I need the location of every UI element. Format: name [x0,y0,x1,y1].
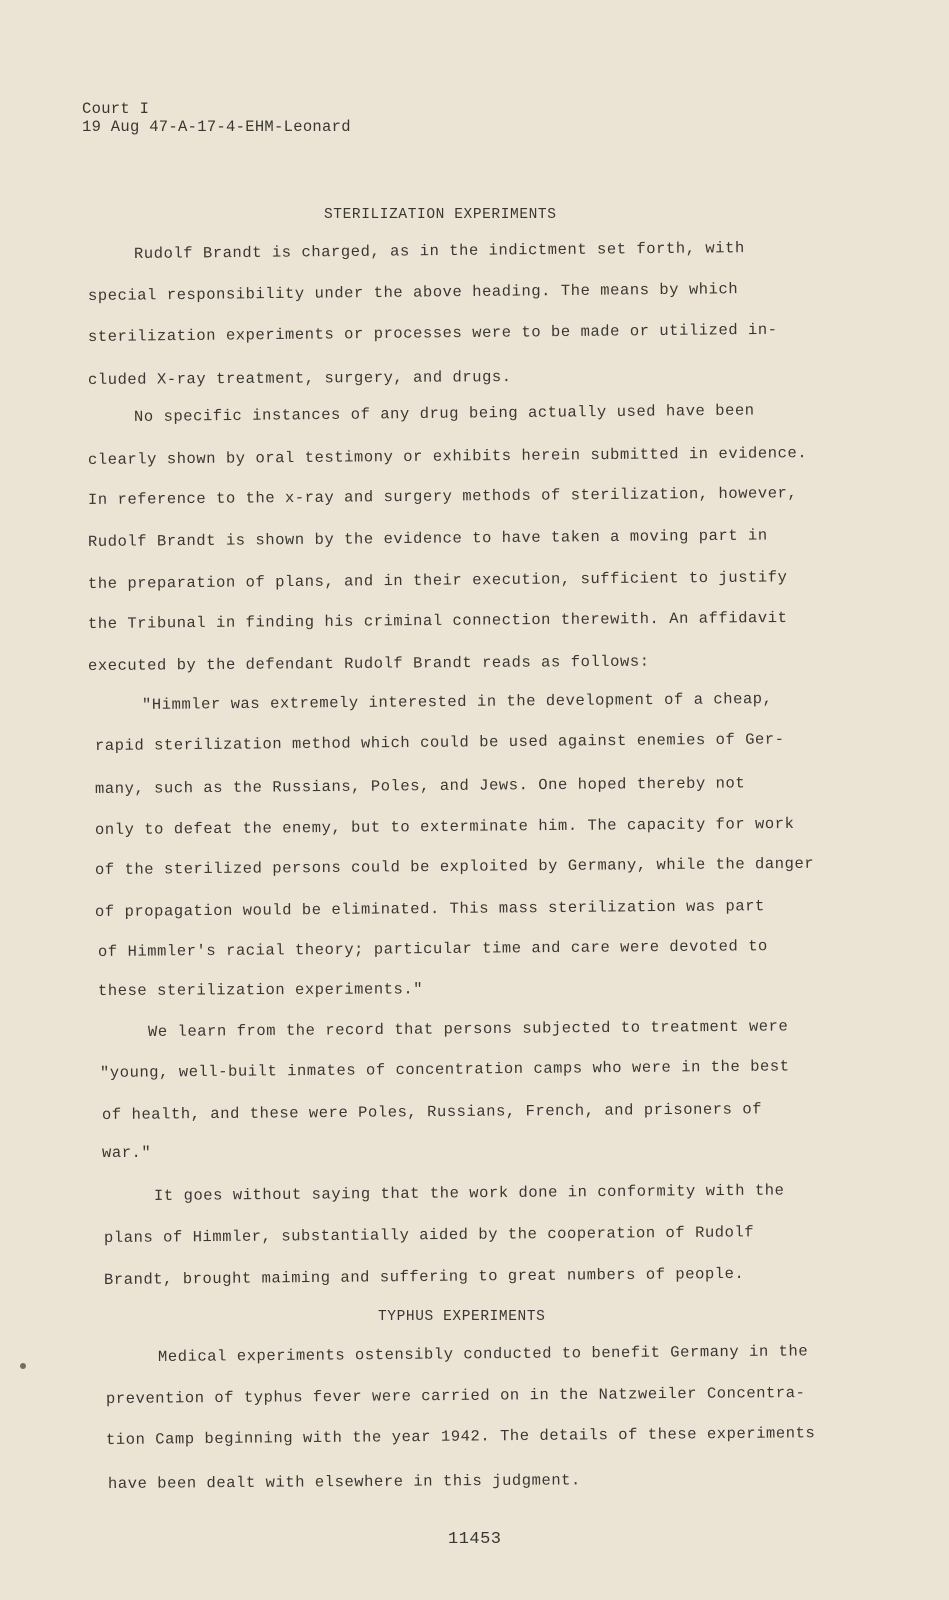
text-line: No specific instances of any drug being actually used have been [133,401,755,426]
sterilization-heading: STERILIZATION EXPERIMENTS [324,207,557,223]
text-line: plans of Himmler, substantially aided by the cooperation of Rudolf [103,1223,755,1247]
text-line: of health, and these were Poles, Russians, French, and prisoners of [101,1100,763,1124]
text-line: Rudolf Brandt is shown by the evidence to have taken a moving part in [87,526,768,551]
paper-mark [20,1363,26,1369]
text-line: "Himmler was extremely interested in the development of a cheap, [141,689,773,714]
text-line: war." [102,1144,152,1162]
text-line: It goes without saying that the work done in conformity with the [153,1181,785,1205]
text-line: Medical experiments ostensibly conducted to benefit Germany in the [157,1342,809,1366]
document-reference: 19 Aug 47-A-17-4-EHM-Leonard [82,118,351,136]
typhus-heading: TYPHUS EXPERIMENTS [378,1309,546,1325]
text-line: In reference to the x-ray and surgery methods of sterilization, however, [87,484,798,509]
text-line: rapid sterilization method which could be used against enemies of Ger- [94,730,785,755]
text-line: executed by the defendant Rudolf Brandt reads as follows: [87,652,650,675]
court-label: Court I [82,100,150,118]
text-line: the preparation of plans, and in their execution, sufficient to justify [87,568,788,593]
text-line: We learn from the record that persons subjected to treatment were [147,1017,789,1041]
text-line: special responsibility under the above heading. The means by which [87,280,739,305]
text-line: of propagation would be eliminated. This mass sterilization was part [94,897,765,921]
text-line: Brandt, brought maiming and suffering to great numbers of people. [103,1264,745,1289]
text-line: clearly shown by oral testimony or exhibits herein submitted in evidence. [87,444,808,469]
text-line: only to defeat the enemy, but to exterminate him. The capacity for work [94,814,795,839]
text-line: of the sterilized persons could be exploited by Germany, while the danger [94,854,815,879]
page-number: 11453 [448,1530,502,1549]
text-line: many, such as the Russians, Poles, and Jews. One hoped thereby not [94,774,746,798]
text-line: cluded X-ray treatment, surgery, and drugs. [87,368,512,389]
text-line: these sterilization experiments." [97,980,424,1000]
text-line: the Tribunal in finding his criminal connection therewith. An affidavit [87,608,788,633]
text-line: "young, well-built inmates of concentration camps who were in the best [99,1057,790,1082]
text-line: Rudolf Brandt is charged, as in the indictment set forth, with [133,239,745,263]
text-line: prevention of typhus fever were carried on in the Natzweiler Concentra- [105,1383,806,1408]
text-line: tion Camp beginning with the year 1942. The details of these experiments [105,1424,816,1449]
text-line: have been dealt with elsewhere in this judgment. [107,1471,581,1493]
text-line: of Himmler's racial theory; particular time and care were devoted to [97,937,768,961]
text-line: sterilization experiments or processes were to be made or utilized in- [87,320,778,346]
